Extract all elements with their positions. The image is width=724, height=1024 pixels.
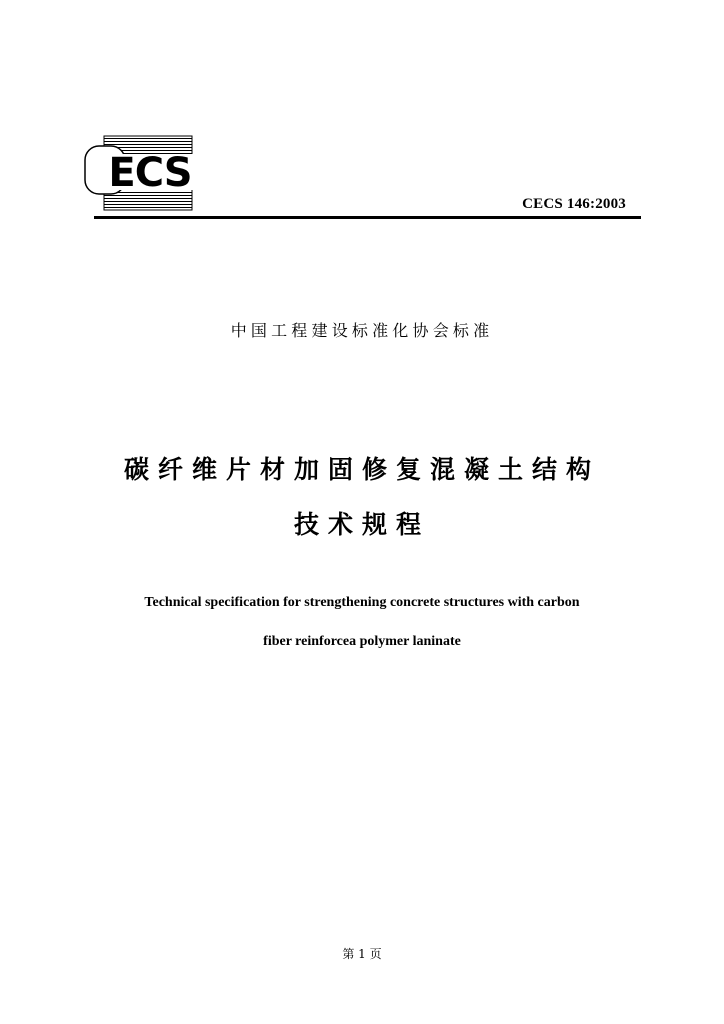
organization-name: 中国工程建设标准化协会标准 [230,321,494,340]
chinese-title-line-1: 碳纤维片材加固修复混凝土结构 [123,455,600,484]
english-title-line-1: Technical specification for strengthening concrete structures with carbon [144,595,580,610]
header-divider [94,216,641,219]
english-title-line-2: fiber reinforcea polymer laninate [263,634,461,649]
standard-code: CECS 146:2003 [522,196,626,212]
chinese-title-line-2: 技术规程 [293,510,430,539]
ecs-logo [84,134,208,212]
page-number: 第 1 页 [342,947,382,961]
svg-text:ECS: ECS [108,150,192,196]
